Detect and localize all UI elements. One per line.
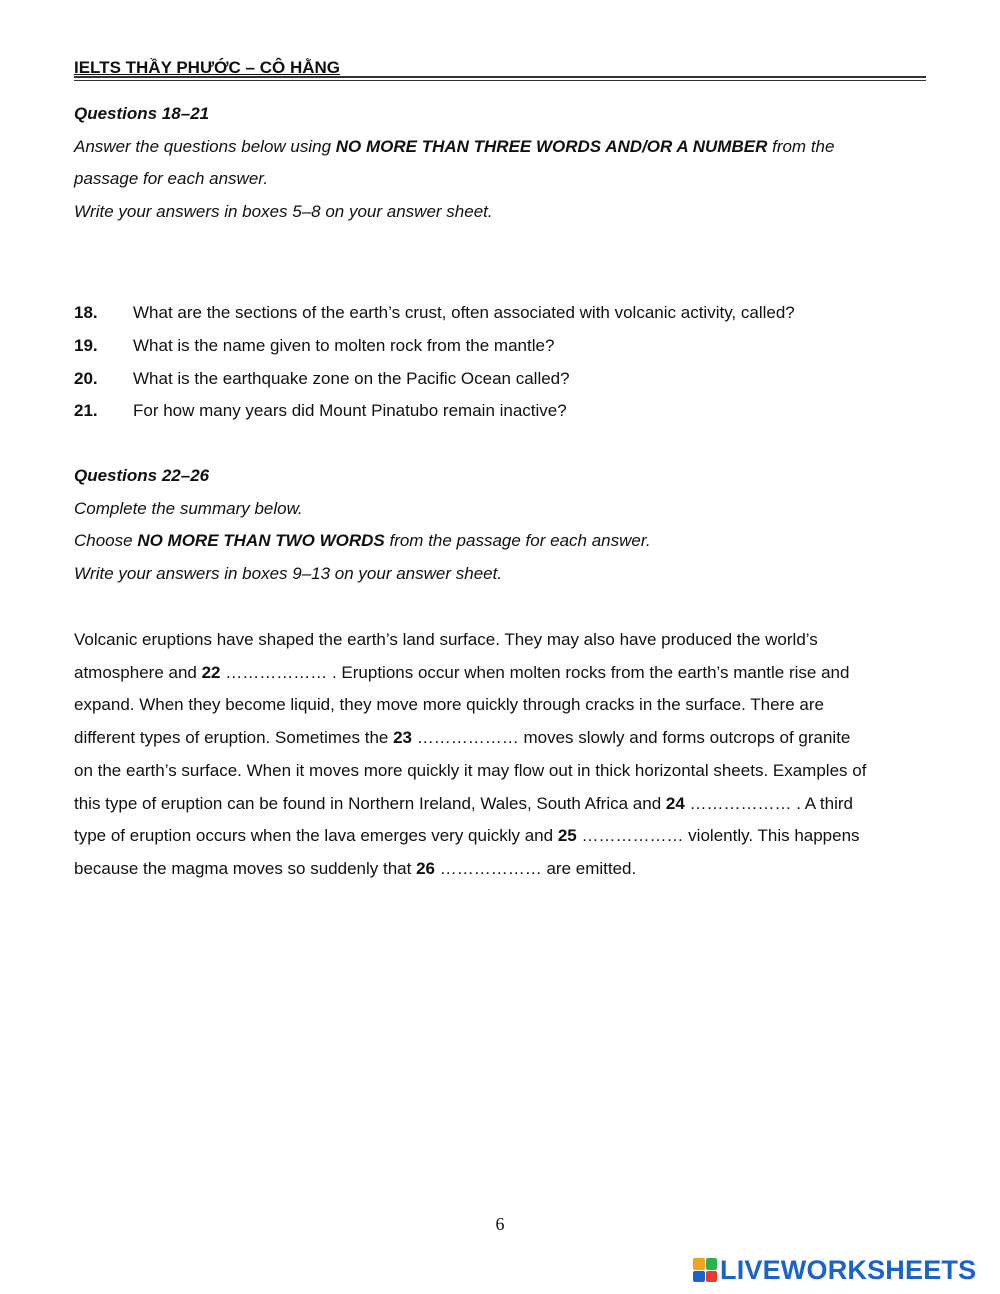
section-heading: Questions 22–26 [74,466,210,485]
instruction-line: Complete the summary below. [74,498,303,518]
liveworksheets-logo [693,1255,976,1285]
summary-line: this type of eruption can be found in Northern Ireland, Wales, South Africa and 24 ……………… . A third [74,793,853,813]
answer-gap-23[interactable]: ……………… moves slowly and forms outcrops of granite [412,728,851,748]
instruction-line: Write your answers in boxes 9–13 on your answer sheet. [74,564,503,584]
gap-number-23: 23 [393,728,413,748]
liveworksheets-logo-icon [693,1258,717,1282]
question-number: 21. [74,401,98,420]
answer-gap-22[interactable]: ……………… . Eruptions occur when molten rocks from the earth’s mantle rise and [220,662,850,682]
gap-number-26: 26 [416,858,436,878]
summary-line: atmosphere and 22 ……………… . Eruptions occur when molten rocks from the earth’s mantle rise and [74,662,850,682]
summary-line: on the earth’s surface. When it moves more quickly it may flow out in thick horizontal sheets. Examples of [74,760,867,780]
logo-text: LIVEWORKSHEETS [720,1254,977,1285]
gap-number-22: 22 [201,662,221,682]
document-header-title: IELTS THẦY PHƯỚC – CÔ HẰNG [74,58,340,77]
instruction-line: passage for each answer. [74,169,269,189]
page-number: 6 [495,1214,505,1234]
section-22-26-instructions [74,460,934,591]
header-rule-thick [74,76,926,78]
section-heading: Questions 18–21 [74,104,210,123]
question-number: 18. [74,303,98,322]
summary-line: expand. When they become liquid, they move more quickly through cracks in the surface. There are [74,695,824,715]
instruction-line: Write your answers in boxes 5–8 on your answer sheet. [74,202,493,222]
question-number: 20. [74,369,98,388]
header-rule-thin [74,80,926,81]
question-text: What is the earthquake zone on the Pacific Ocean called? [133,369,570,388]
summary-line: different types of eruption. Sometimes the 23 ……………… moves slowly and forms outcrops of granite [74,728,851,748]
gap-number-24: 24 [665,793,685,813]
summary-line: because the magma moves so suddenly that 26 ……………… are emitted. [74,858,637,878]
question-text: For how many years did Mount Pinatubo remain inactive? [133,401,567,420]
gap-number-25: 25 [557,826,577,846]
question-text: What are the sections of the earth’s crust, often associated with volcanic activity, called? [133,303,795,322]
question-text: What is the name given to molten rock from the mantle? [133,336,555,355]
instruction-line: Answer the questions below using NO MORE THAN THREE WORDS AND/OR A NUMBER from the [74,136,835,156]
summary-paragraph [74,624,934,886]
summary-line: Volcanic eruptions have shaped the earth’s land surface. They may also have produced the world’s [74,630,818,649]
section-18-21-instructions [74,98,934,229]
answer-gap-24[interactable]: ……………… . A third [684,793,853,813]
instruction-line: Choose NO MORE THAN TWO WORDS from the passage for each answer. [74,531,651,551]
summary-line: type of eruption occurs when the lava emerges very quickly and 25 ……………… violently. This happens [74,826,860,846]
answer-gap-25[interactable]: ……………… violently. This happens [576,826,860,846]
question-number: 19. [74,336,98,355]
answer-gap-26[interactable]: ……………… are emitted. [435,858,637,878]
